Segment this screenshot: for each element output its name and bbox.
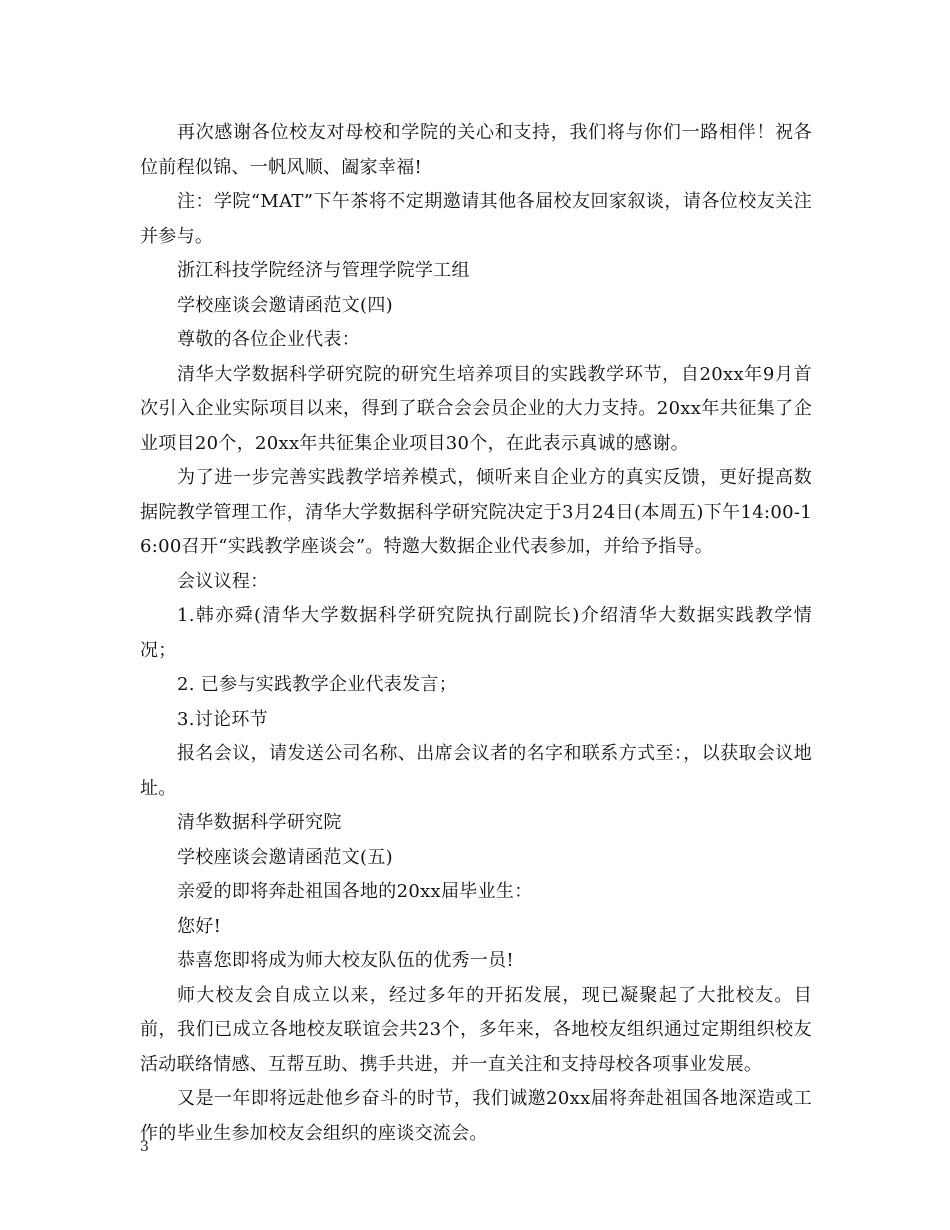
paragraph-alumni-association: 师大校友会自成立以来，经过多年的开拓发展，现已凝聚起了大批校友。目前，我们已成立各地校友联谊会共23个，多年来，各地校友组织通过定期组织校友活动联络情感、互帮互助、携手共进，并一直关注和支持母校各项事业发展。 [140, 984, 812, 1075]
greeting: 您好! [177, 915, 222, 937]
signature-zhejiang: 浙江科技学院经济与管理学院学工组 [177, 260, 470, 281]
agenda-item-1: 1.韩亦舜(清华大学数据科学研究院执行副院长)介绍清华大数据实践教学情况； [140, 605, 812, 661]
salutation-enterprise: 尊敬的各位企业代表： [177, 329, 360, 350]
section-heading-five: 学校座谈会邀请函范文(五) [177, 846, 393, 868]
agenda-heading: 会议议程： [177, 570, 269, 592]
paragraph-meeting-notice: 为了进一步完善实践教学培养模式，倾听来自企业方的真实反馈，更好提高数据院教学管理工作，清华大学数据科学研究院决定于3月24日(本周五)下午14:00-16:00召开“实践教学座谈会”。特邀大数据企业代表参加，并给予指导。 [140, 467, 812, 557]
paragraph-congrats: 恭喜您即将成为师大校友队伍的优秀一员! [177, 950, 514, 971]
paragraph-invitation: 又是一年即将远赴他乡奋斗的时节，我们诚邀20xx届将奔赴祖国各地深造或工作的毕业生参加校友会组织的座谈交流会。 [140, 1088, 812, 1144]
agenda-item-3: 3.讨论环节 [177, 708, 268, 730]
agenda-item-2: 2. 已参与实践教学企业代表发言； [177, 674, 457, 695]
signature-tsinghua: 清华数据科学研究院 [177, 812, 342, 833]
section-heading-four: 学校座谈会邀请函范文(四) [177, 294, 393, 316]
paragraph-thanks: 再次感谢各位校友对母校和学院的关心和支持，我们将与你们一路相伴！祝各位前程似锦、一帆风顺、阖家幸福! [140, 122, 812, 178]
page-number: 3 [140, 1139, 149, 1155]
document-body [140, 116, 812, 1151]
salutation-graduates: 亲爱的即将奔赴祖国各地的20xx届毕业生： [177, 881, 533, 902]
paragraph-practice-intro: 清华大学数据科学研究院的研究生培养项目的实践教学环节，自20xx年9月首次引入企业实际项目以来，得到了联合会会员企业的大力支持。20xx年共征集了企业项目20个，20xx年共征集企业项目30个，在此表示真诚的感谢。 [140, 363, 812, 454]
paragraph-note: 注：学院“MAT”下午茶将不定期邀请其他各届校友回家叙谈，请各位校友关注并参与。 [140, 191, 812, 247]
paragraph-registration: 报名会议，请发送公司名称、出席会议者的名字和联系方式至：，以获取会议地址。 [140, 743, 812, 799]
